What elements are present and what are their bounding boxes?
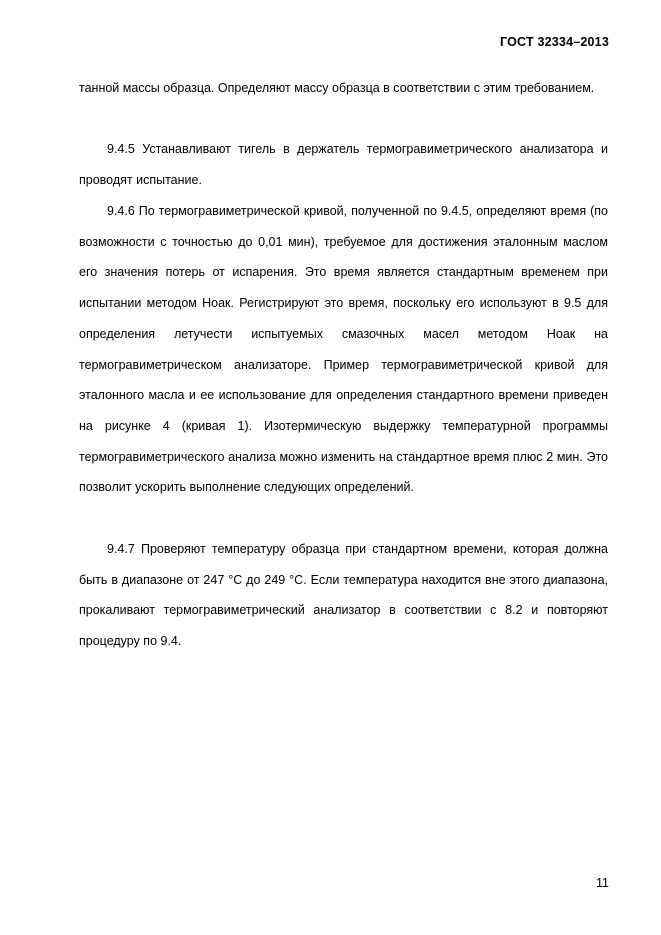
paragraph-9-4-5 [79,134,608,195]
paragraph-9-4-6 [79,196,608,503]
paragraph-9-4-7-text: 9.4.7 Проверяют температуру образца при стандартном времени, которая должна быть в диапазоне от 247 °С до 249 °С. Если температура находится вне этого диапазона, прокаливают термогравиметрический анализатор в соответствии с 8.2 и повторяют процедуру по 9.4. [79,542,608,649]
paragraph-9-4-5-text: 9.4.5 Устанавливают тигель в держатель термогравиметрического анализатора и проводят испытание. [79,142,608,187]
page-number: 11 [596,876,609,890]
paragraph-9-4-7 [79,534,608,657]
paragraph-9-4-6-text: 9.4.6 По термогравиметрической кривой, полученной по 9.4.5, определяют время (по возможности с точностью до 0,01 мин), требуемое для достижения эталонным маслом его значения потерь от испарения. Это время является стандартным временем при испытании методом Ноак. Регистрируют это время, поскольку его используют в 9.5 для определения летучести испытуемых смазочных масел методом Ноак на термогравиметрическом анализаторе. Пример термогравиметрической кривой для эталонного масла и ее использование для определения стандартного времени приведен на рисунке 4 (кривая 1). Изотермическую выдержку температурной программы термогравиметрического анализа можно изменить на стандартное время плюс 2 мин. Это позволит ускорить выполнение следующих определений. [79,204,608,495]
document-code-header: ГОСТ 32334–2013 [500,35,609,49]
continued-paragraph [79,73,608,104]
continued-paragraph-text: танной массы образца. Определяют массу образца в соответствии с этим требованием. [79,81,595,95]
